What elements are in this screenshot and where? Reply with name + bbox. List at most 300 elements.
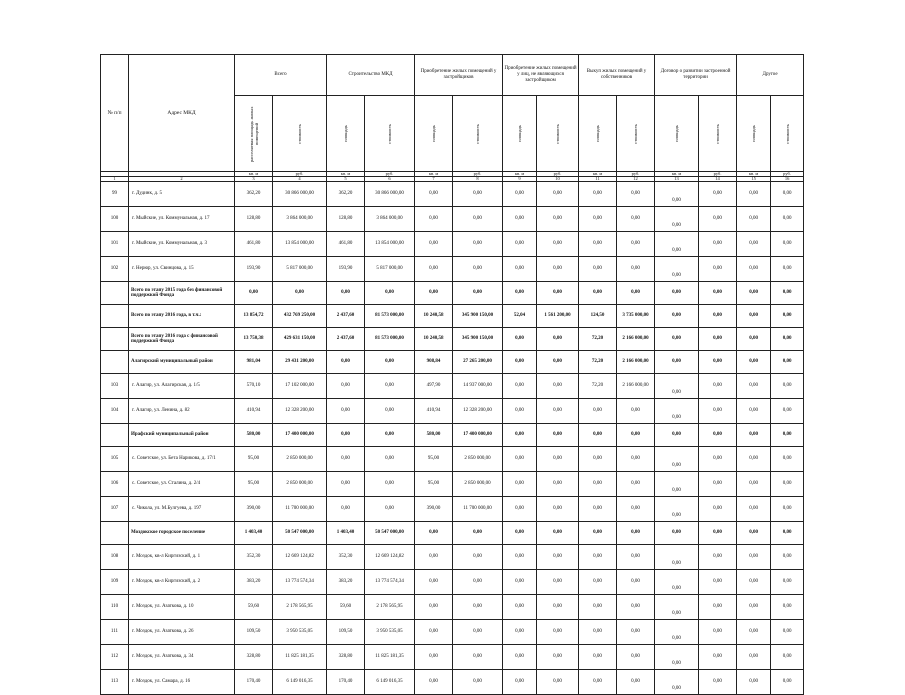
row-number-cell: 106	[101, 472, 129, 497]
value-cell: 2 166 000,00	[617, 374, 655, 399]
value-cell: 6 149 016,35	[365, 670, 415, 695]
value-cell: 0,00	[503, 447, 537, 472]
column-number-cell: 14	[699, 177, 737, 182]
address-cell: г. Мыйские, ул. Коммунальная, д. 3	[129, 232, 235, 257]
value-cell: 383,20	[235, 570, 273, 595]
address-cell: г. Нерюр, ул. Свинцова, д. 15	[129, 257, 235, 282]
column-number-cell: 11	[579, 177, 617, 182]
value-cell: 0,00	[771, 257, 804, 282]
table-body	[101, 182, 804, 695]
value-cell: 0,00	[365, 447, 415, 472]
value-cell: 0,00	[655, 570, 699, 595]
value-cell: 0,00	[415, 232, 453, 257]
unit-cell: кв. м	[235, 172, 273, 177]
value-cell: 12 669 124,82	[273, 545, 327, 570]
row-number-cell: 109	[101, 570, 129, 595]
value-cell: 2 850 000,00	[453, 447, 503, 472]
table-row	[101, 182, 804, 207]
unit-cell: руб.	[699, 172, 737, 177]
value-cell: 0,00	[655, 497, 699, 522]
value-cell: 0,00	[503, 182, 537, 207]
subcolumn-header	[655, 96, 699, 172]
value-cell: 0,00	[771, 472, 804, 497]
value-cell: 2 178 565,95	[365, 595, 415, 620]
value-cell: 3 950 535,05	[273, 620, 327, 645]
value-cell: 0,00	[771, 447, 804, 472]
value-cell: 0,00	[655, 447, 699, 472]
value-cell: 95,00	[415, 472, 453, 497]
address-cell: г. Мыйские, ул. Коммунальная, д. 17	[129, 207, 235, 232]
value-cell: 362,20	[235, 182, 273, 207]
value-cell: 0,00	[503, 570, 537, 595]
value-cell: 72,20	[579, 328, 617, 351]
subcolumn-header	[617, 96, 655, 172]
value-cell: 17 400 000,00	[453, 424, 503, 447]
unit-cell: руб.	[453, 172, 503, 177]
value-cell: 0,00	[579, 399, 617, 424]
value-cell: 0,00	[579, 570, 617, 595]
value-cell: 30 866 000,00	[365, 182, 415, 207]
row-number-cell	[101, 282, 129, 305]
address-cell: с. Советское, ул. Сталина, д. 2/4	[129, 472, 235, 497]
address-cell: г. Моздок, ул. Азаткова, д. 34	[129, 645, 235, 670]
value-cell: 0,00	[771, 645, 804, 670]
value-cell: 461,80	[327, 232, 365, 257]
value-cell: 0,00	[327, 447, 365, 472]
value-cell: 0,00	[579, 447, 617, 472]
value-cell: 0,00	[699, 472, 737, 497]
value-cell: 0,00	[537, 328, 579, 351]
row-number-cell: 99	[101, 182, 129, 207]
value-cell: 0,00	[579, 257, 617, 282]
address-cell: Ирафский муниципальный район	[129, 424, 235, 447]
value-cell: 0,00	[655, 207, 699, 232]
value-cell: 0,00	[537, 545, 579, 570]
value-cell: 13 854 000,00	[365, 232, 415, 257]
resettlement-table-sheet	[100, 54, 803, 695]
value-cell: 1 403,40	[235, 522, 273, 545]
value-cell: 0,00	[453, 620, 503, 645]
value-cell: 0,00	[699, 447, 737, 472]
value-cell: 0,00	[617, 472, 655, 497]
value-cell: 0,00	[365, 282, 415, 305]
unit-cell: руб.	[617, 172, 655, 177]
value-cell: 0,00	[737, 374, 771, 399]
value-cell: 0,00	[617, 620, 655, 645]
unit-cell: кв. м	[503, 172, 537, 177]
value-cell: 0,00	[537, 424, 579, 447]
address-cell: Всего по этапу 2016 года с финансовой поддержкой Фонда	[129, 328, 235, 351]
subcolumn-header-label: площадь	[343, 125, 349, 142]
value-cell: 10 240,58	[415, 305, 453, 328]
value-cell: 432 769 250,00	[273, 305, 327, 328]
subcolumn-header-label: расселяемая площадь жилых помещений	[248, 105, 259, 162]
value-cell: 0,00	[699, 545, 737, 570]
subcolumn-header-label: стоимость	[633, 123, 639, 144]
column-number-cell: 1	[101, 177, 129, 182]
value-cell: 59,60	[327, 595, 365, 620]
value-cell: 0,00	[771, 497, 804, 522]
value-cell: 0,00	[737, 545, 771, 570]
value-cell: 0,00	[655, 595, 699, 620]
value-cell: 0,00	[365, 424, 415, 447]
value-cell: 0,00	[415, 257, 453, 282]
value-cell: 0,00	[737, 282, 771, 305]
value-cell: 0,00	[365, 399, 415, 424]
value-cell: 81 573 000,00	[365, 305, 415, 328]
value-cell: 17 400 000,00	[273, 424, 327, 447]
value-cell: 0,00	[579, 595, 617, 620]
value-cell: 390,00	[235, 497, 273, 522]
value-cell: 0,00	[617, 424, 655, 447]
value-cell: 0,00	[699, 351, 737, 374]
subcolumn-header-label: стоимость	[784, 123, 790, 144]
value-cell: 2 850 000,00	[273, 472, 327, 497]
table-row	[101, 399, 804, 424]
address-cell: г. Моздок, ул. Самара, д. 16	[129, 670, 235, 695]
value-cell: 0,00	[327, 424, 365, 447]
value-cell: 0,00	[537, 447, 579, 472]
table-row	[101, 670, 804, 695]
subcolumn-header	[415, 96, 453, 172]
subcolumn-header	[327, 96, 365, 172]
value-cell: 0,00	[579, 645, 617, 670]
address-cell: г. Дудинк, д. 5	[129, 182, 235, 207]
row-number-cell	[101, 424, 129, 447]
subcolumn-header-label: стоимость	[387, 123, 393, 144]
value-cell: 0,00	[771, 232, 804, 257]
unit-cell: кв. м	[655, 172, 699, 177]
value-cell: 52,04	[503, 305, 537, 328]
value-cell: 0,00	[655, 670, 699, 695]
table-row	[101, 570, 804, 595]
table-row	[101, 595, 804, 620]
value-cell: 0,00	[537, 645, 579, 670]
subcolumn-header-label: стоимость	[475, 123, 481, 144]
group-header: Приобретение жилых помещений у застройщиков	[415, 55, 503, 96]
row-number-cell: 102	[101, 257, 129, 282]
value-cell: 0,00	[699, 374, 737, 399]
value-cell: 170,40	[235, 670, 273, 695]
address-cell: Всего по этапу 2015 года без финансовой поддержкой Фонда	[129, 282, 235, 305]
value-cell: 0,00	[579, 282, 617, 305]
value-cell: 0,00	[503, 207, 537, 232]
value-cell: 390,00	[415, 497, 453, 522]
value-cell: 0,00	[737, 424, 771, 447]
value-cell: 0,00	[737, 522, 771, 545]
value-cell: 0,00	[503, 620, 537, 645]
table-row	[101, 545, 804, 570]
table-row	[101, 497, 804, 522]
value-cell: 11 825 181,35	[273, 645, 327, 670]
column-number-cell: 5	[327, 177, 365, 182]
value-cell: 11 700 000,00	[273, 497, 327, 522]
value-cell: 0,00	[771, 374, 804, 399]
summary-row	[101, 424, 804, 447]
subcolumn-header	[537, 96, 579, 172]
address-cell: Всего по этапу 2016 года, в т.ч.:	[129, 305, 235, 328]
value-cell: 0,00	[503, 257, 537, 282]
address-cell: г. Моздок, ул. Азаткова, д. 10	[129, 595, 235, 620]
value-cell: 580,00	[235, 424, 273, 447]
address-cell: г. Моздок, кв-л Киргизский, д. 1	[129, 545, 235, 570]
value-cell: 1 403,40	[327, 522, 365, 545]
resettlement-table	[100, 54, 804, 695]
value-cell: 11 825 181,35	[365, 645, 415, 670]
address-cell: г. Алагир, ул. Ленина, д. 82	[129, 399, 235, 424]
subcolumn-header	[771, 96, 804, 172]
value-cell: 0,00	[699, 399, 737, 424]
value-cell: 128,80	[327, 207, 365, 232]
value-cell: 0,00	[579, 207, 617, 232]
value-cell: 0,00	[579, 497, 617, 522]
value-cell: 0,00	[327, 374, 365, 399]
subcolumn-header	[365, 96, 415, 172]
value-cell: 72,20	[579, 351, 617, 374]
value-cell: 3 864 000,00	[365, 207, 415, 232]
value-cell: 0,00	[503, 399, 537, 424]
value-cell: 0,00	[699, 497, 737, 522]
value-cell: 981,04	[235, 351, 273, 374]
value-cell: 10 240,58	[415, 328, 453, 351]
value-cell: 0,00	[453, 282, 503, 305]
summary-row	[101, 282, 804, 305]
value-cell: 0,00	[737, 570, 771, 595]
value-cell: 0,00	[453, 207, 503, 232]
value-cell: 50 547 000,00	[273, 522, 327, 545]
value-cell: 0,00	[503, 522, 537, 545]
value-cell: 0,00	[537, 182, 579, 207]
value-cell: 0,00	[503, 670, 537, 695]
value-cell: 0,00	[365, 374, 415, 399]
value-cell: 0,00	[365, 472, 415, 497]
value-cell: 0,00	[737, 351, 771, 374]
value-cell: 410,94	[415, 399, 453, 424]
address-cell: с. Советское, ул. Бета Нарикова, д. 17/1	[129, 447, 235, 472]
value-cell: 0,00	[235, 282, 273, 305]
value-cell: 0,00	[655, 620, 699, 645]
value-cell: 0,00	[579, 472, 617, 497]
unit-cell: руб.	[273, 172, 327, 177]
value-cell: 0,00	[537, 374, 579, 399]
value-cell: 0,00	[503, 497, 537, 522]
value-cell: 0,00	[617, 595, 655, 620]
value-cell: 17 102 000,00	[273, 374, 327, 399]
value-cell: 0,00	[327, 472, 365, 497]
value-cell: 2 850 000,00	[273, 447, 327, 472]
value-cell: 345 900 150,00	[453, 305, 503, 328]
value-cell: 13 774 574,34	[273, 570, 327, 595]
value-cell: 0,00	[771, 328, 804, 351]
unit-cell: руб.	[365, 172, 415, 177]
value-cell: 0,00	[579, 232, 617, 257]
value-cell: 0,00	[699, 328, 737, 351]
row-number-cell: 112	[101, 645, 129, 670]
value-cell: 30 866 000,00	[273, 182, 327, 207]
value-cell: 0,00	[537, 670, 579, 695]
value-cell: 0,00	[617, 670, 655, 695]
unit-cell: кв. м	[415, 172, 453, 177]
value-cell: 352,30	[235, 545, 273, 570]
value-cell: 124,50	[579, 305, 617, 328]
row-number-cell: 107	[101, 497, 129, 522]
value-cell: 0,00	[699, 522, 737, 545]
value-cell: 3 950 535,05	[365, 620, 415, 645]
column-number-cell: 12	[617, 177, 655, 182]
row-number-cell: 110	[101, 595, 129, 620]
group-header: Строительство МКД	[327, 55, 415, 96]
value-cell: 0,00	[655, 328, 699, 351]
value-cell: 0,00	[655, 374, 699, 399]
value-cell: 0,00	[737, 472, 771, 497]
column-number-cell: 4	[273, 177, 327, 182]
value-cell: 95,00	[235, 447, 273, 472]
value-cell: 0,00	[617, 207, 655, 232]
value-cell: 2 437,60	[327, 305, 365, 328]
column-number-cell: 3	[235, 177, 273, 182]
table-row	[101, 374, 804, 399]
value-cell: 193,90	[327, 257, 365, 282]
value-cell: 0,00	[737, 620, 771, 645]
value-cell: 0,00	[617, 232, 655, 257]
value-cell: 0,00	[503, 472, 537, 497]
value-cell: 0,00	[699, 257, 737, 282]
value-cell: 0,00	[771, 282, 804, 305]
group-header: Выкуп жилых помещений у собственников	[579, 55, 655, 96]
value-cell: 0,00	[579, 182, 617, 207]
subcolumn-header-label: стоимость	[297, 123, 302, 144]
value-cell: 27 265 200,00	[453, 351, 503, 374]
subcolumn-header-label: стоимость	[555, 123, 561, 144]
value-cell: 50 547 000,00	[365, 522, 415, 545]
value-cell: 0,00	[699, 645, 737, 670]
value-cell: 0,00	[537, 351, 579, 374]
value-cell: 0,00	[655, 305, 699, 328]
group-header: Приобретение жилых помещений у лиц, не являющихся застройщиком	[503, 55, 579, 96]
value-cell: 0,00	[273, 282, 327, 305]
value-cell: 0,00	[655, 424, 699, 447]
value-cell: 3 864 000,00	[273, 207, 327, 232]
value-cell: 0,00	[579, 522, 617, 545]
value-cell: 0,00	[771, 620, 804, 645]
value-cell: 383,20	[327, 570, 365, 595]
value-cell: 0,00	[415, 595, 453, 620]
value-cell: 0,00	[655, 472, 699, 497]
value-cell: 5 817 000,00	[273, 257, 327, 282]
address-cell: Моздокское городское поселение	[129, 522, 235, 545]
column-number-cell: 6	[365, 177, 415, 182]
value-cell: 0,00	[327, 351, 365, 374]
subcolumn-header-label: площадь	[517, 125, 523, 142]
value-cell: 0,00	[537, 232, 579, 257]
value-cell: 0,00	[503, 374, 537, 399]
row-number-cell	[101, 305, 129, 328]
value-cell: 570,10	[235, 374, 273, 399]
value-cell: 0,00	[537, 595, 579, 620]
column-header-number: № п/п	[101, 55, 129, 172]
value-cell: 0,00	[415, 645, 453, 670]
value-cell: 13 774 574,34	[365, 570, 415, 595]
value-cell: 170,40	[327, 670, 365, 695]
value-cell: 0,00	[579, 670, 617, 695]
value-cell: 0,00	[617, 182, 655, 207]
address-cell: Алагирский муниципальный район	[129, 351, 235, 374]
value-cell: 0,00	[617, 399, 655, 424]
value-cell: 0,00	[655, 399, 699, 424]
value-cell: 362,20	[327, 182, 365, 207]
value-cell: 109,50	[235, 620, 273, 645]
value-cell: 95,00	[415, 447, 453, 472]
value-cell: 0,00	[699, 305, 737, 328]
value-cell: 0,00	[453, 645, 503, 670]
value-cell: 0,00	[655, 522, 699, 545]
value-cell: 0,00	[771, 522, 804, 545]
value-cell: 1 561 200,00	[537, 305, 579, 328]
value-cell: 0,00	[537, 570, 579, 595]
value-cell: 0,00	[699, 232, 737, 257]
group-header: Договор о развитии застроенной территории	[655, 55, 737, 96]
unit-cell: кв. м	[327, 172, 365, 177]
row-number-cell: 101	[101, 232, 129, 257]
value-cell: 0,00	[365, 351, 415, 374]
value-cell: 0,00	[415, 545, 453, 570]
column-number-cell: 16	[771, 177, 804, 182]
value-cell: 345 900 150,00	[453, 328, 503, 351]
group-header: Другое	[737, 55, 804, 96]
unit-cell: кв. м	[579, 172, 617, 177]
value-cell: 461,80	[235, 232, 273, 257]
value-cell: 12 669 124,82	[365, 545, 415, 570]
value-cell: 0,00	[327, 399, 365, 424]
value-cell: 0,00	[771, 182, 804, 207]
value-cell: 3 735 000,00	[617, 305, 655, 328]
value-cell: 0,00	[537, 207, 579, 232]
value-cell: 0,00	[453, 670, 503, 695]
value-cell: 0,00	[737, 257, 771, 282]
summary-row	[101, 328, 804, 351]
value-cell: 0,00	[617, 570, 655, 595]
row-number-cell: 111	[101, 620, 129, 645]
value-cell: 6 149 016,35	[273, 670, 327, 695]
summary-row	[101, 351, 804, 374]
value-cell: 0,00	[503, 424, 537, 447]
subcolumn-header	[273, 96, 327, 172]
header-row-groups	[101, 55, 804, 96]
value-cell: 0,00	[453, 595, 503, 620]
row-number-cell: 113	[101, 670, 129, 695]
table-row	[101, 620, 804, 645]
value-cell: 908,84	[415, 351, 453, 374]
value-cell: 2 437,60	[327, 328, 365, 351]
value-cell: 580,00	[415, 424, 453, 447]
value-cell: 0,00	[771, 399, 804, 424]
row-number-cell	[101, 328, 129, 351]
row-number-cell: 103	[101, 374, 129, 399]
value-cell: 0,00	[617, 522, 655, 545]
value-cell: 72,20	[579, 374, 617, 399]
unit-cell: руб.	[771, 172, 804, 177]
value-cell: 0,00	[415, 570, 453, 595]
value-cell: 0,00	[771, 570, 804, 595]
value-cell: 0,00	[503, 595, 537, 620]
value-cell: 0,00	[655, 182, 699, 207]
value-cell: 0,00	[737, 645, 771, 670]
value-cell: 109,50	[327, 620, 365, 645]
value-cell: 0,00	[699, 670, 737, 695]
value-cell: 0,00	[617, 497, 655, 522]
value-cell: 0,00	[771, 424, 804, 447]
value-cell: 0,00	[617, 645, 655, 670]
